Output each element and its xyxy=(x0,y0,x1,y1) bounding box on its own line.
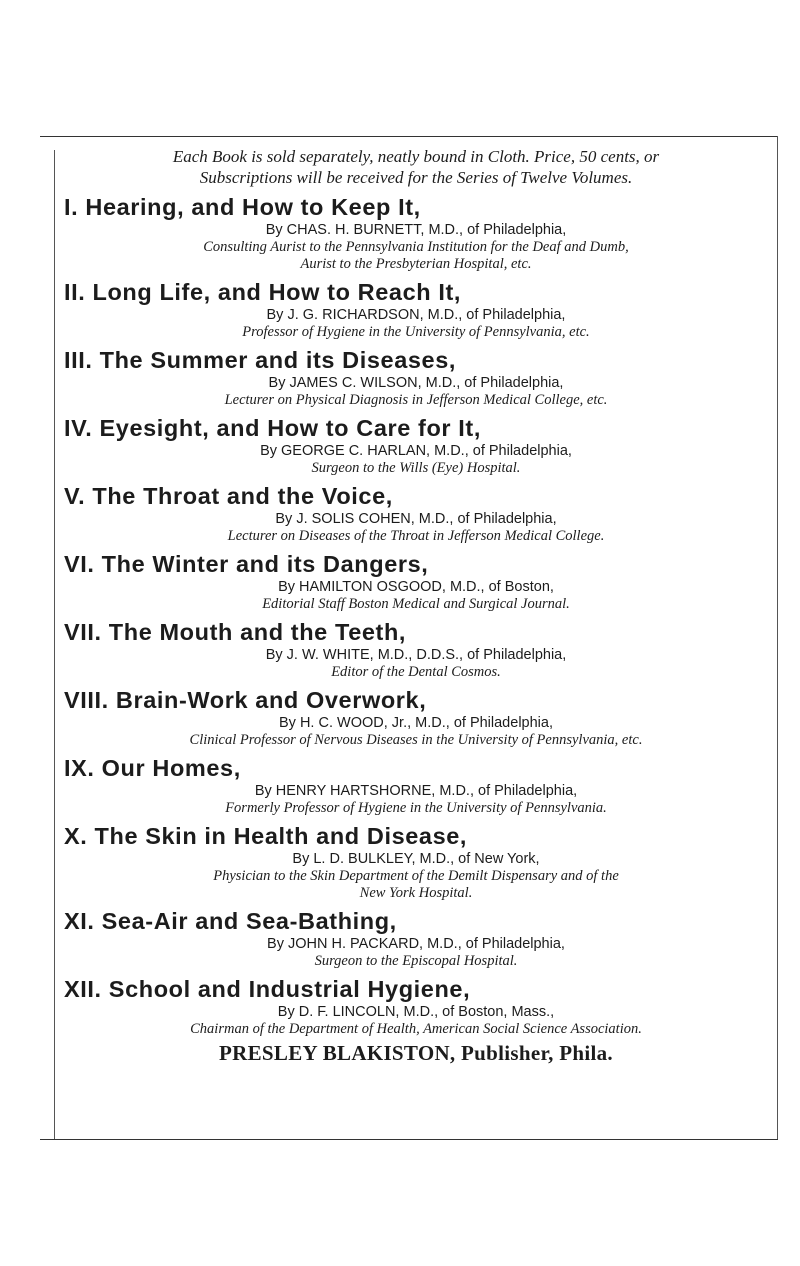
volume-author-position: Physician to the Skin Department of the Demilt Dispensary and of the xyxy=(213,868,619,884)
volume-author: By D. F. LINCOLN, M.D., of Boston, Mass., xyxy=(277,1004,555,1020)
volume-author: By HENRY HARTSHORNE, M.D., of Philadelphia, xyxy=(254,783,578,799)
volume-entry xyxy=(64,822,768,902)
volume-entry xyxy=(64,550,768,613)
volume-title: X. The Skin in Health and Disease, xyxy=(64,823,468,849)
volume-list xyxy=(64,193,768,1038)
volume-author-position: Lecturer on Diseases of the Throat in Jefferson Medical College. xyxy=(227,528,605,544)
intro-line-2: Subscriptions will be received for the Series of Twelve Volumes. xyxy=(199,168,633,187)
volume-title: IX. Our Homes, xyxy=(64,755,241,781)
volume-author: By JOHN H. PACKARD, M.D., of Philadelphia, xyxy=(267,936,565,952)
volume-entry xyxy=(64,414,768,477)
volume-author: By HAMILTON OSGOOD, M.D., of Boston, xyxy=(278,579,554,595)
volume-author: By GEORGE C. HARLAN, M.D., of Philadelphia, xyxy=(260,443,572,459)
right-border-rule xyxy=(777,136,778,1140)
volume-entry xyxy=(64,754,768,817)
volume-author: By JAMES C. WILSON, M.D., of Philadelphia, xyxy=(268,375,564,391)
volume-entry xyxy=(64,278,768,341)
volume-entry xyxy=(64,346,768,409)
volume-author-position: Editor of the Dental Cosmos. xyxy=(331,664,501,680)
volume-entry xyxy=(64,482,768,545)
volume-title: III. The Summer and its Diseases, xyxy=(64,347,457,373)
volume-author: By J. SOLIS COHEN, M.D., of Philadelphia, xyxy=(275,511,557,527)
volume-title: VIII. Brain-Work and Overwork, xyxy=(64,687,427,713)
volume-author: By J. W. WHITE, M.D., D.D.S., of Philadelphia, xyxy=(265,647,567,663)
volume-author-position: Consulting Aurist to the Pennsylvania Institution for the Deaf and Dumb, xyxy=(203,239,629,255)
volume-entry xyxy=(64,193,768,273)
series-intro xyxy=(64,146,768,188)
volume-entry xyxy=(64,618,768,681)
top-border-rule xyxy=(40,136,778,137)
volume-author: By J. G. RICHARDSON, M.D., of Philadelphia, xyxy=(266,307,566,323)
volume-entry xyxy=(64,975,768,1038)
volume-entry xyxy=(64,907,768,970)
volume-title: I. Hearing, and How to Keep It, xyxy=(64,194,421,220)
intro-line-1: Each Book is sold separately, neatly bound in Cloth. Price, 50 cents, or xyxy=(172,147,660,166)
bottom-border-rule xyxy=(40,1139,778,1140)
volume-title: XI. Sea-Air and Sea-Bathing, xyxy=(64,908,397,934)
volume-author: By H. C. WOOD, Jr., M.D., of Philadelphia, xyxy=(279,715,553,731)
publisher-imprint: PRESLEY BLAKISTON, Publisher, Phila. xyxy=(219,1041,613,1065)
volume-author-position: Aurist to the Presbyterian Hospital, etc. xyxy=(300,256,532,272)
volume-author-position: Formerly Professor of Hygiene in the University of Pennsylvania. xyxy=(225,800,607,816)
volume-title: XII. School and Industrial Hygiene, xyxy=(64,976,471,1002)
volume-author-position: New York Hospital. xyxy=(359,885,473,901)
advertisement-content xyxy=(64,138,768,1066)
volume-title: II. Long Life, and How to Reach It, xyxy=(64,279,461,305)
volume-author: By CHAS. H. BURNETT, M.D., of Philadelphia, xyxy=(265,222,567,238)
volume-author-position: Chairman of the Department of Health, American Social Science Association. xyxy=(190,1021,642,1037)
volume-title: IV. Eyesight, and How to Care for It, xyxy=(64,415,481,441)
volume-author-position: Surgeon to the Wills (Eye) Hospital. xyxy=(311,460,521,476)
volume-title: V. The Throat and the Voice, xyxy=(64,483,393,509)
volume-author-position: Editorial Staff Boston Medical and Surgical Journal. xyxy=(262,596,570,612)
volume-author: By L. D. BULKLEY, M.D., of New York, xyxy=(292,851,540,867)
volume-author-position: Lecturer on Physical Diagnosis in Jefferson Medical College, etc. xyxy=(224,392,608,408)
volume-author-position: Surgeon to the Episcopal Hospital. xyxy=(314,953,518,969)
left-border-rule xyxy=(54,150,55,1140)
volume-author-position: Clinical Professor of Nervous Diseases in the University of Pennsylvania, etc. xyxy=(189,732,643,748)
volume-title: VII. The Mouth and the Teeth, xyxy=(64,619,407,645)
volume-entry xyxy=(64,686,768,749)
volume-author-position: Professor of Hygiene in the University of Pennsylvania, etc. xyxy=(242,324,590,340)
volume-title: VI. The Winter and its Dangers, xyxy=(64,551,429,577)
